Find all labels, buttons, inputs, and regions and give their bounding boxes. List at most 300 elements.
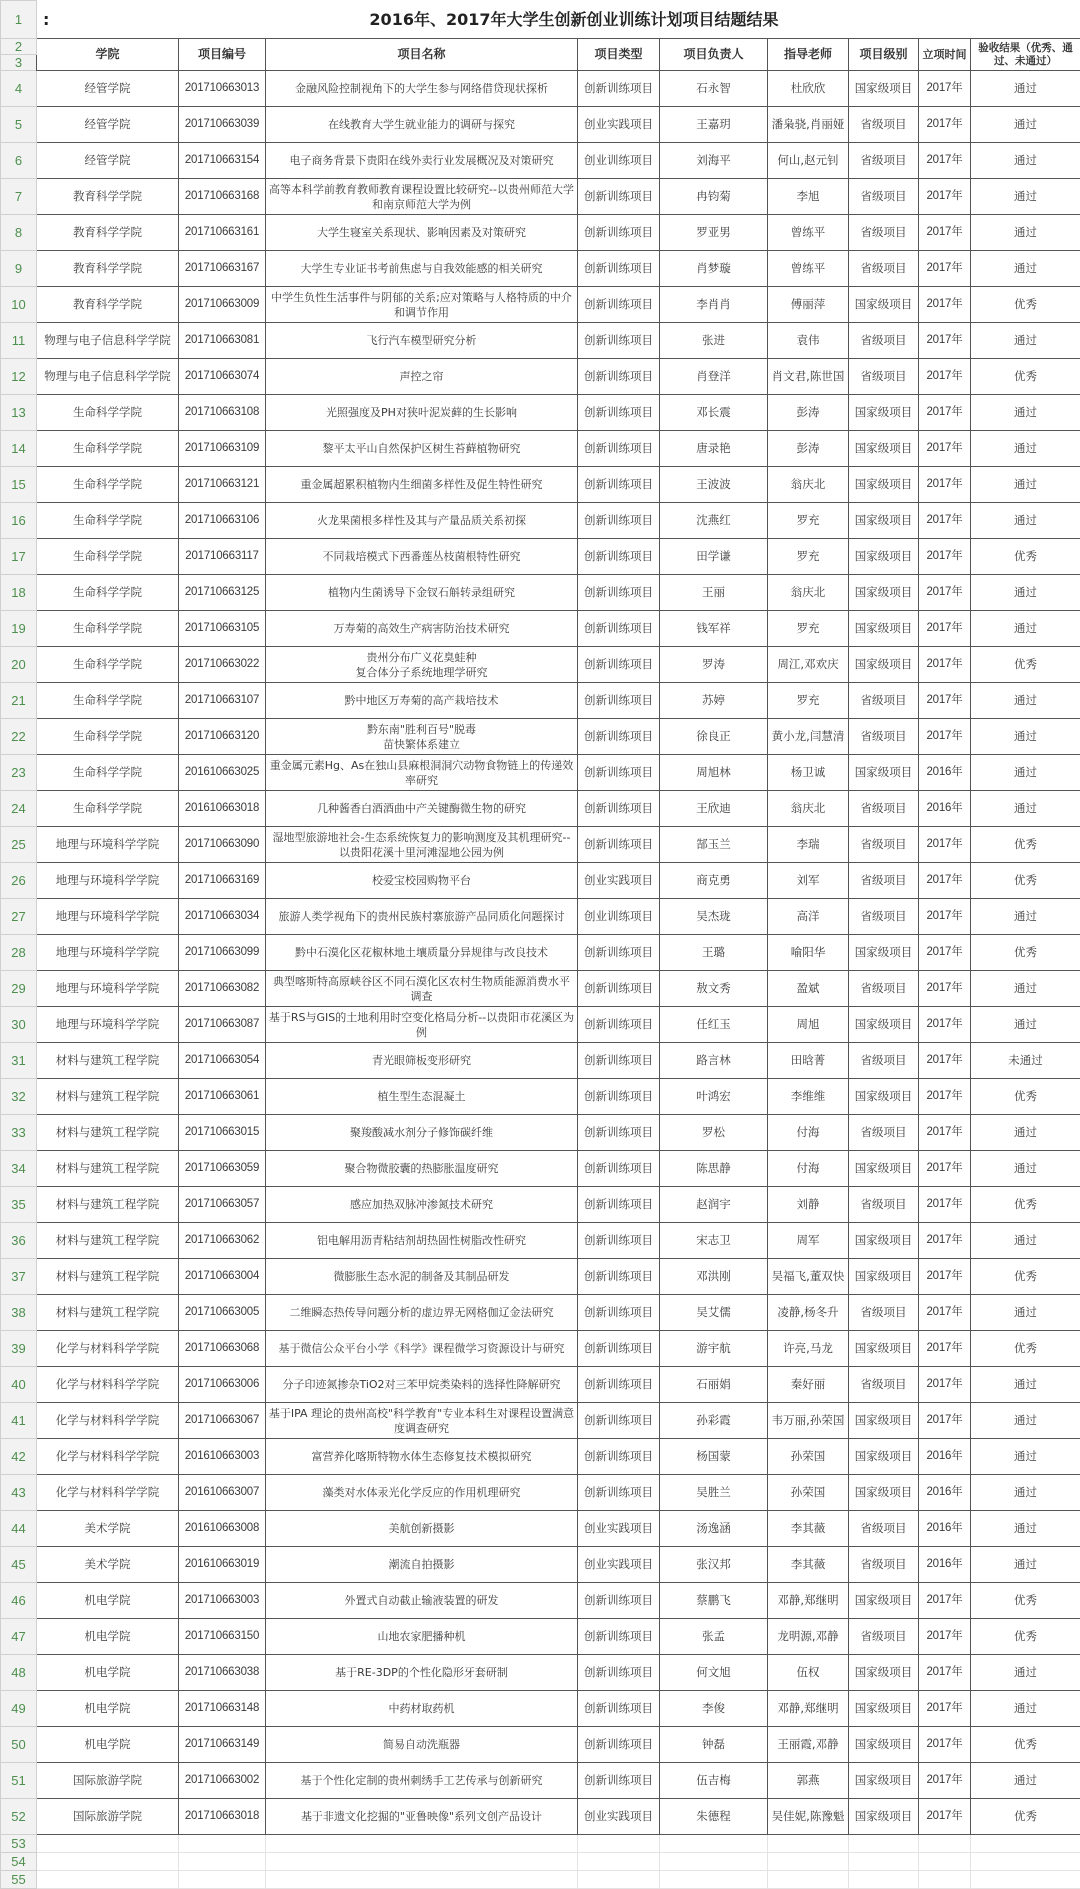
project-type-cell[interactable]: 创业训练项目	[578, 143, 660, 179]
project-type-cell[interactable]: 创新训练项目	[578, 1727, 660, 1763]
project-name-cell[interactable]: 基于IPA 理论的贵州高校"科学教育"专业本科生对课程设置满意度调查研究	[266, 1403, 578, 1439]
row-header[interactable]: 13	[1, 395, 37, 431]
level-cell[interactable]: 省级项目	[849, 107, 919, 143]
project-type-cell[interactable]: 创新训练项目	[578, 1475, 660, 1511]
college-cell[interactable]: 地理与环境科学学院	[37, 863, 179, 899]
project-id-cell[interactable]: 201710663108	[179, 395, 266, 431]
college-cell[interactable]: 材料与建筑工程学院	[37, 1187, 179, 1223]
year-cell[interactable]: 2016年	[919, 755, 971, 791]
result-cell[interactable]: 优秀	[971, 863, 1080, 899]
result-cell[interactable]: 优秀	[971, 1259, 1080, 1295]
row-header[interactable]: 31	[1, 1043, 37, 1079]
college-cell[interactable]: 机电学院	[37, 1727, 179, 1763]
row-header[interactable]: 6	[1, 143, 37, 179]
level-cell[interactable]: 省级项目	[849, 899, 919, 935]
college-cell[interactable]: 化学与材料科学学院	[37, 1475, 179, 1511]
year-cell[interactable]: 2017年	[919, 431, 971, 467]
advisor-cell[interactable]: 邓静,郑继明	[768, 1583, 849, 1619]
year-cell[interactable]: 2017年	[919, 359, 971, 395]
project-type-cell[interactable]: 创新训练项目	[578, 467, 660, 503]
project-id-cell[interactable]: 201610663003	[179, 1439, 266, 1475]
year-cell[interactable]: 2017年	[919, 395, 971, 431]
project-name-cell[interactable]: 大学生寝室关系现状、影响因素及对策研究	[266, 215, 578, 251]
project-id-cell[interactable]: 201710663039	[179, 107, 266, 143]
year-cell[interactable]: 2017年	[919, 539, 971, 575]
advisor-cell[interactable]: 龙明源,邓静	[768, 1619, 849, 1655]
leader-cell[interactable]: 石丽娟	[660, 1367, 768, 1403]
project-id-cell[interactable]: 201710663057	[179, 1187, 266, 1223]
project-id-cell[interactable]: 201710663106	[179, 503, 266, 539]
result-cell[interactable]: 通过	[971, 395, 1080, 431]
empty-cell[interactable]	[768, 1871, 849, 1889]
row-header[interactable]: 11	[1, 323, 37, 359]
project-id-cell[interactable]: 201610663007	[179, 1475, 266, 1511]
project-id-cell[interactable]: 201710663168	[179, 179, 266, 215]
project-type-cell[interactable]: 创新训练项目	[578, 1151, 660, 1187]
result-cell[interactable]: 通过	[971, 179, 1080, 215]
empty-cell[interactable]	[919, 1871, 971, 1889]
project-name-cell[interactable]: 美航创新摄影	[266, 1511, 578, 1547]
result-cell[interactable]: 通过	[971, 1151, 1080, 1187]
row-header[interactable]: 29	[1, 971, 37, 1007]
empty-cell[interactable]	[37, 1835, 179, 1853]
row-header[interactable]: 15	[1, 467, 37, 503]
year-cell[interactable]: 2017年	[919, 1799, 971, 1835]
project-name-cell[interactable]: 在线教育大学生就业能力的调研与探究	[266, 107, 578, 143]
result-cell[interactable]: 通过	[971, 503, 1080, 539]
leader-cell[interactable]: 赵润宇	[660, 1187, 768, 1223]
row-header[interactable]: 37	[1, 1259, 37, 1295]
level-cell[interactable]: 国家级项目	[849, 1799, 919, 1835]
advisor-cell[interactable]: 周旭	[768, 1007, 849, 1043]
project-id-cell[interactable]: 201710663087	[179, 1007, 266, 1043]
level-cell[interactable]: 国家级项目	[849, 431, 919, 467]
year-cell[interactable]: 2016年	[919, 1439, 971, 1475]
row-header[interactable]: 28	[1, 935, 37, 971]
level-cell[interactable]: 省级项目	[849, 1043, 919, 1079]
level-cell[interactable]: 省级项目	[849, 863, 919, 899]
project-name-cell[interactable]: 植物内生菌诱导下金钗石斛转录组研究	[266, 575, 578, 611]
result-cell[interactable]: 通过	[971, 1439, 1080, 1475]
row-header[interactable]: 47	[1, 1619, 37, 1655]
project-name-cell[interactable]: 中学生负性生活事件与阴郁的关系;应对策略与人格特质的中介和调节作用	[266, 287, 578, 323]
project-name-cell[interactable]: 简易自动洗瓶器	[266, 1727, 578, 1763]
empty-cell[interactable]	[768, 1853, 849, 1871]
result-cell[interactable]: 优秀	[971, 1727, 1080, 1763]
header-result[interactable]: 验收结果（优秀、通过、未通过）	[971, 39, 1080, 71]
row-header[interactable]: 50	[1, 1727, 37, 1763]
project-type-cell[interactable]: 创新训练项目	[578, 1043, 660, 1079]
result-cell[interactable]: 通过	[971, 683, 1080, 719]
advisor-cell[interactable]: 罗充	[768, 503, 849, 539]
college-cell[interactable]: 生命科学学院	[37, 647, 179, 683]
project-id-cell[interactable]: 201710663148	[179, 1691, 266, 1727]
advisor-cell[interactable]: 彭涛	[768, 395, 849, 431]
project-name-cell[interactable]: 基于RS与GIS的土地利用时空变化格局分析--以贵阳市花溪区为例	[266, 1007, 578, 1043]
leader-cell[interactable]: 李俊	[660, 1691, 768, 1727]
year-cell[interactable]: 2017年	[919, 647, 971, 683]
project-name-cell[interactable]: 铝电解用沥青粘结剂胡热固性树脂改性研究	[266, 1223, 578, 1259]
year-cell[interactable]: 2017年	[919, 1007, 971, 1043]
level-cell[interactable]: 省级项目	[849, 1547, 919, 1583]
result-cell[interactable]: 通过	[971, 971, 1080, 1007]
project-id-cell[interactable]: 201710663099	[179, 935, 266, 971]
project-name-cell[interactable]: 贵州分布广义花臭蛙种 复合体分子系统地理学研究	[266, 647, 578, 683]
leader-cell[interactable]: 叶鸿宏	[660, 1079, 768, 1115]
result-cell[interactable]: 通过	[971, 575, 1080, 611]
level-cell[interactable]: 国家级项目	[849, 1223, 919, 1259]
project-type-cell[interactable]: 创新训练项目	[578, 611, 660, 647]
project-type-cell[interactable]: 创新训练项目	[578, 1007, 660, 1043]
project-id-cell[interactable]: 201710663120	[179, 719, 266, 755]
leader-cell[interactable]: 钟磊	[660, 1727, 768, 1763]
college-cell[interactable]: 材料与建筑工程学院	[37, 1295, 179, 1331]
row-header[interactable]: 48	[1, 1655, 37, 1691]
advisor-cell[interactable]: 王丽霞,邓静	[768, 1727, 849, 1763]
year-cell[interactable]: 2017年	[919, 899, 971, 935]
project-name-cell[interactable]: 藻类对水体汞光化学反应的作用机理研究	[266, 1475, 578, 1511]
project-id-cell[interactable]: 201710663082	[179, 971, 266, 1007]
empty-cell[interactable]	[179, 1835, 266, 1853]
project-type-cell[interactable]: 创新训练项目	[578, 1655, 660, 1691]
project-name-cell[interactable]: 植生型生态混凝土	[266, 1079, 578, 1115]
leader-cell[interactable]: 邓洪刚	[660, 1259, 768, 1295]
leader-cell[interactable]: 周旭林	[660, 755, 768, 791]
leader-cell[interactable]: 张汉邦	[660, 1547, 768, 1583]
college-cell[interactable]: 生命科学学院	[37, 791, 179, 827]
advisor-cell[interactable]: 肖文君,陈世国	[768, 359, 849, 395]
leader-cell[interactable]: 李肖肖	[660, 287, 768, 323]
project-type-cell[interactable]: 创新训练项目	[578, 1403, 660, 1439]
row-header[interactable]: 32	[1, 1079, 37, 1115]
level-cell[interactable]: 省级项目	[849, 1511, 919, 1547]
project-type-cell[interactable]: 创新训练项目	[578, 539, 660, 575]
title-cell[interactable]	[37, 1, 1080, 39]
project-name-cell[interactable]: 重金属超累积植物内生细菌多样性及促生特性研究	[266, 467, 578, 503]
result-cell[interactable]: 通过	[971, 1223, 1080, 1259]
college-cell[interactable]: 国际旅游学院	[37, 1763, 179, 1799]
leader-cell[interactable]: 敖文秀	[660, 971, 768, 1007]
advisor-cell[interactable]: 高洋	[768, 899, 849, 935]
advisor-cell[interactable]: 潘枭骁,肖丽娅	[768, 107, 849, 143]
project-name-cell[interactable]: 基于RE-3DP的个性化隐形牙套研制	[266, 1655, 578, 1691]
header-advisor[interactable]: 指导老师	[768, 39, 849, 71]
college-cell[interactable]: 材料与建筑工程学院	[37, 1223, 179, 1259]
leader-cell[interactable]: 罗亚男	[660, 215, 768, 251]
year-cell[interactable]: 2017年	[919, 863, 971, 899]
result-cell[interactable]: 优秀	[971, 1187, 1080, 1223]
leader-cell[interactable]: 商克勇	[660, 863, 768, 899]
result-cell[interactable]: 优秀	[971, 647, 1080, 683]
leader-cell[interactable]: 游宇航	[660, 1331, 768, 1367]
leader-cell[interactable]: 吴胜兰	[660, 1475, 768, 1511]
advisor-cell[interactable]: 袁伟	[768, 323, 849, 359]
year-cell[interactable]: 2017年	[919, 107, 971, 143]
row-header[interactable]: 27	[1, 899, 37, 935]
year-cell[interactable]: 2017年	[919, 1763, 971, 1799]
year-cell[interactable]: 2017年	[919, 1223, 971, 1259]
leader-cell[interactable]: 蔡鹏飞	[660, 1583, 768, 1619]
college-cell[interactable]: 材料与建筑工程学院	[37, 1259, 179, 1295]
empty-cell[interactable]	[179, 1871, 266, 1889]
empty-cell[interactable]	[266, 1835, 578, 1853]
project-name-cell[interactable]: 分子印迹氮掺杂TiO2对三苯甲烷类染料的选择性降解研究	[266, 1367, 578, 1403]
level-cell[interactable]: 国家级项目	[849, 1583, 919, 1619]
result-cell[interactable]: 通过	[971, 755, 1080, 791]
project-name-cell[interactable]: 大学生专业证书考前焦虑与自我效能感的相关研究	[266, 251, 578, 287]
header-project-type[interactable]: 项目类型	[578, 39, 660, 71]
level-cell[interactable]: 国家级项目	[849, 1151, 919, 1187]
project-type-cell[interactable]: 创新训练项目	[578, 1295, 660, 1331]
result-cell[interactable]: 通过	[971, 1367, 1080, 1403]
project-id-cell[interactable]: 201710663107	[179, 683, 266, 719]
project-id-cell[interactable]: 201710663061	[179, 1079, 266, 1115]
project-type-cell[interactable]: 创新训练项目	[578, 1331, 660, 1367]
project-id-cell[interactable]: 201710663068	[179, 1331, 266, 1367]
college-cell[interactable]: 机电学院	[37, 1691, 179, 1727]
college-cell[interactable]: 地理与环境科学学院	[37, 899, 179, 935]
project-type-cell[interactable]: 创新训练项目	[578, 827, 660, 863]
row-header[interactable]: 22	[1, 719, 37, 755]
college-cell[interactable]: 化学与材料科学学院	[37, 1439, 179, 1475]
level-cell[interactable]: 国家级项目	[849, 467, 919, 503]
row-header[interactable]: 7	[1, 179, 37, 215]
advisor-cell[interactable]: 吴福飞,董双快	[768, 1259, 849, 1295]
advisor-cell[interactable]: 付海	[768, 1115, 849, 1151]
advisor-cell[interactable]: 许亮,马龙	[768, 1331, 849, 1367]
year-cell[interactable]: 2017年	[919, 143, 971, 179]
year-cell[interactable]: 2017年	[919, 287, 971, 323]
level-cell[interactable]: 省级项目	[849, 1295, 919, 1331]
year-cell[interactable]: 2017年	[919, 1295, 971, 1331]
header-project-id[interactable]: 项目编号	[179, 39, 266, 71]
project-type-cell[interactable]: 创新训练项目	[578, 71, 660, 107]
level-cell[interactable]: 省级项目	[849, 215, 919, 251]
row-header[interactable]: 2	[1, 39, 37, 55]
level-cell[interactable]: 国家级项目	[849, 71, 919, 107]
project-id-cell[interactable]: 201710663015	[179, 1115, 266, 1151]
row-header[interactable]: 39	[1, 1331, 37, 1367]
level-cell[interactable]: 国家级项目	[849, 395, 919, 431]
leader-cell[interactable]: 王欣迪	[660, 791, 768, 827]
year-cell[interactable]: 2017年	[919, 575, 971, 611]
advisor-cell[interactable]: 黄小龙,闫慧清	[768, 719, 849, 755]
advisor-cell[interactable]: 周军	[768, 1223, 849, 1259]
year-cell[interactable]: 2017年	[919, 719, 971, 755]
row-header[interactable]: 41	[1, 1403, 37, 1439]
advisor-cell[interactable]: 翁庆北	[768, 791, 849, 827]
college-cell[interactable]: 生命科学学院	[37, 503, 179, 539]
college-cell[interactable]: 生命科学学院	[37, 539, 179, 575]
result-cell[interactable]: 优秀	[971, 1331, 1080, 1367]
result-cell[interactable]: 通过	[971, 1511, 1080, 1547]
project-type-cell[interactable]: 创新训练项目	[578, 683, 660, 719]
level-cell[interactable]: 国家级项目	[849, 1403, 919, 1439]
result-cell[interactable]: 通过	[971, 1403, 1080, 1439]
level-cell[interactable]: 国家级项目	[849, 575, 919, 611]
year-cell[interactable]: 2017年	[919, 1583, 971, 1619]
header-college[interactable]: 学院	[37, 39, 179, 71]
college-cell[interactable]: 生命科学学院	[37, 611, 179, 647]
row-header[interactable]: 17	[1, 539, 37, 575]
project-id-cell[interactable]: 201710663013	[179, 71, 266, 107]
project-name-cell[interactable]: 感应加热双脉冲渗氮技术研究	[266, 1187, 578, 1223]
year-cell[interactable]: 2017年	[919, 683, 971, 719]
level-cell[interactable]: 省级项目	[849, 179, 919, 215]
level-cell[interactable]: 国家级项目	[849, 1475, 919, 1511]
year-cell[interactable]: 2017年	[919, 1619, 971, 1655]
project-id-cell[interactable]: 201710663121	[179, 467, 266, 503]
project-name-cell[interactable]: 黔东南"胜利百号"脱毒 苗快繁体系建立	[266, 719, 578, 755]
advisor-cell[interactable]: 李维维	[768, 1079, 849, 1115]
advisor-cell[interactable]: 曾练平	[768, 251, 849, 287]
project-name-cell[interactable]: 几种酱香白酒酒曲中产关键酶微生物的研究	[266, 791, 578, 827]
row-header[interactable]: 45	[1, 1547, 37, 1583]
project-name-cell[interactable]: 中药材取药机	[266, 1691, 578, 1727]
year-cell[interactable]: 2017年	[919, 1115, 971, 1151]
level-cell[interactable]: 国家级项目	[849, 1331, 919, 1367]
leader-cell[interactable]: 冉钧菊	[660, 179, 768, 215]
project-type-cell[interactable]: 创新训练项目	[578, 431, 660, 467]
project-type-cell[interactable]: 创新训练项目	[578, 359, 660, 395]
header-year[interactable]: 立项时间	[919, 39, 971, 71]
level-cell[interactable]: 省级项目	[849, 143, 919, 179]
result-cell[interactable]: 通过	[971, 431, 1080, 467]
level-cell[interactable]: 省级项目	[849, 359, 919, 395]
project-type-cell[interactable]: 创业实践项目	[578, 1799, 660, 1835]
project-id-cell[interactable]: 201710663006	[179, 1367, 266, 1403]
result-cell[interactable]: 通过	[971, 143, 1080, 179]
college-cell[interactable]: 生命科学学院	[37, 431, 179, 467]
year-cell[interactable]: 2016年	[919, 1475, 971, 1511]
empty-cell[interactable]	[37, 1853, 179, 1871]
row-header[interactable]: 10	[1, 287, 37, 323]
advisor-cell[interactable]: 秦好丽	[768, 1367, 849, 1403]
advisor-cell[interactable]: 刘静	[768, 1187, 849, 1223]
year-cell[interactable]: 2017年	[919, 1403, 971, 1439]
project-id-cell[interactable]: 201710663004	[179, 1259, 266, 1295]
advisor-cell[interactable]: 盈斌	[768, 971, 849, 1007]
project-type-cell[interactable]: 创新训练项目	[578, 1619, 660, 1655]
result-cell[interactable]: 通过	[971, 323, 1080, 359]
advisor-cell[interactable]: 刘军	[768, 863, 849, 899]
row-header[interactable]: 24	[1, 791, 37, 827]
level-cell[interactable]: 国家级项目	[849, 935, 919, 971]
project-id-cell[interactable]: 201710663067	[179, 1403, 266, 1439]
project-name-cell[interactable]: 二维瞬态热传导问题分析的虚边界无网格伽辽金法研究	[266, 1295, 578, 1331]
project-name-cell[interactable]: 光照强度及PH对狭叶泥炭藓的生长影响	[266, 395, 578, 431]
leader-cell[interactable]: 徐良正	[660, 719, 768, 755]
row-header[interactable]: 30	[1, 1007, 37, 1043]
project-type-cell[interactable]: 创新训练项目	[578, 1763, 660, 1799]
row-header[interactable]: 46	[1, 1583, 37, 1619]
level-cell[interactable]: 国家级项目	[849, 1259, 919, 1295]
project-name-cell[interactable]: 山地农家肥播种机	[266, 1619, 578, 1655]
college-cell[interactable]: 机电学院	[37, 1583, 179, 1619]
year-cell[interactable]: 2016年	[919, 1547, 971, 1583]
result-cell[interactable]: 优秀	[971, 539, 1080, 575]
row-header[interactable]: 14	[1, 431, 37, 467]
leader-cell[interactable]: 吴杰珑	[660, 899, 768, 935]
project-id-cell[interactable]: 201710663117	[179, 539, 266, 575]
project-id-cell[interactable]: 201710663161	[179, 215, 266, 251]
project-name-cell[interactable]: 黎平太平山自然保护区树生苔藓植物研究	[266, 431, 578, 467]
row-header[interactable]: 3	[1, 55, 37, 71]
advisor-cell[interactable]: 伍权	[768, 1655, 849, 1691]
level-cell[interactable]: 国家级项目	[849, 1727, 919, 1763]
leader-cell[interactable]: 孙彩霞	[660, 1403, 768, 1439]
level-cell[interactable]: 国家级项目	[849, 1763, 919, 1799]
advisor-cell[interactable]: 罗充	[768, 539, 849, 575]
college-cell[interactable]: 化学与材料科学学院	[37, 1367, 179, 1403]
result-cell[interactable]: 优秀	[971, 1619, 1080, 1655]
year-cell[interactable]: 2017年	[919, 215, 971, 251]
project-name-cell[interactable]: 外置式自动截止输液装置的研发	[266, 1583, 578, 1619]
empty-cell[interactable]	[179, 1853, 266, 1871]
college-cell[interactable]: 地理与环境科学学院	[37, 935, 179, 971]
project-id-cell[interactable]: 201710663167	[179, 251, 266, 287]
advisor-cell[interactable]: 杨卫诚	[768, 755, 849, 791]
empty-cell[interactable]	[849, 1871, 919, 1889]
row-header[interactable]: 12	[1, 359, 37, 395]
project-name-cell[interactable]: 高等本科学前教育教师教育课程设置比较研究--以贵州师范大学和南京师范大学为例	[266, 179, 578, 215]
leader-cell[interactable]: 王嘉玥	[660, 107, 768, 143]
result-cell[interactable]: 通过	[971, 1115, 1080, 1151]
leader-cell[interactable]: 王璐	[660, 935, 768, 971]
project-id-cell[interactable]: 201710663003	[179, 1583, 266, 1619]
project-id-cell[interactable]: 201710663005	[179, 1295, 266, 1331]
row-header[interactable]: 42	[1, 1439, 37, 1475]
result-cell[interactable]: 通过	[971, 899, 1080, 935]
row-header[interactable]: 1	[1, 1, 37, 39]
row-header[interactable]: 18	[1, 575, 37, 611]
result-cell[interactable]: 优秀	[971, 827, 1080, 863]
level-cell[interactable]: 省级项目	[849, 1367, 919, 1403]
project-type-cell[interactable]: 创新训练项目	[578, 1367, 660, 1403]
project-id-cell[interactable]: 201710663059	[179, 1151, 266, 1187]
leader-cell[interactable]: 吴艾儒	[660, 1295, 768, 1331]
year-cell[interactable]: 2017年	[919, 827, 971, 863]
college-cell[interactable]: 教育科学学院	[37, 215, 179, 251]
header-level[interactable]: 项目级别	[849, 39, 919, 71]
leader-cell[interactable]: 刘海平	[660, 143, 768, 179]
year-cell[interactable]: 2017年	[919, 971, 971, 1007]
leader-cell[interactable]: 伍吉梅	[660, 1763, 768, 1799]
level-cell[interactable]: 国家级项目	[849, 1079, 919, 1115]
result-cell[interactable]: 通过	[971, 1655, 1080, 1691]
project-type-cell[interactable]: 创新训练项目	[578, 1439, 660, 1475]
level-cell[interactable]: 省级项目	[849, 827, 919, 863]
advisor-cell[interactable]: 郭燕	[768, 1763, 849, 1799]
level-cell[interactable]: 国家级项目	[849, 755, 919, 791]
empty-cell[interactable]	[660, 1835, 768, 1853]
project-id-cell[interactable]: 201710663002	[179, 1763, 266, 1799]
project-name-cell[interactable]: 不同栽培模式下西番莲丛枝菌根特性研究	[266, 539, 578, 575]
leader-cell[interactable]: 石永智	[660, 71, 768, 107]
college-cell[interactable]: 材料与建筑工程学院	[37, 1115, 179, 1151]
level-cell[interactable]: 国家级项目	[849, 647, 919, 683]
leader-cell[interactable]: 肖登洋	[660, 359, 768, 395]
college-cell[interactable]: 生命科学学院	[37, 467, 179, 503]
project-id-cell[interactable]: 201710663038	[179, 1655, 266, 1691]
project-name-cell[interactable]: 潮流自拍摄影	[266, 1547, 578, 1583]
row-header[interactable]: 21	[1, 683, 37, 719]
year-cell[interactable]: 2017年	[919, 1727, 971, 1763]
college-cell[interactable]: 教育科学学院	[37, 287, 179, 323]
empty-cell[interactable]	[578, 1871, 660, 1889]
result-cell[interactable]: 通过	[971, 719, 1080, 755]
row-header[interactable]: 8	[1, 215, 37, 251]
